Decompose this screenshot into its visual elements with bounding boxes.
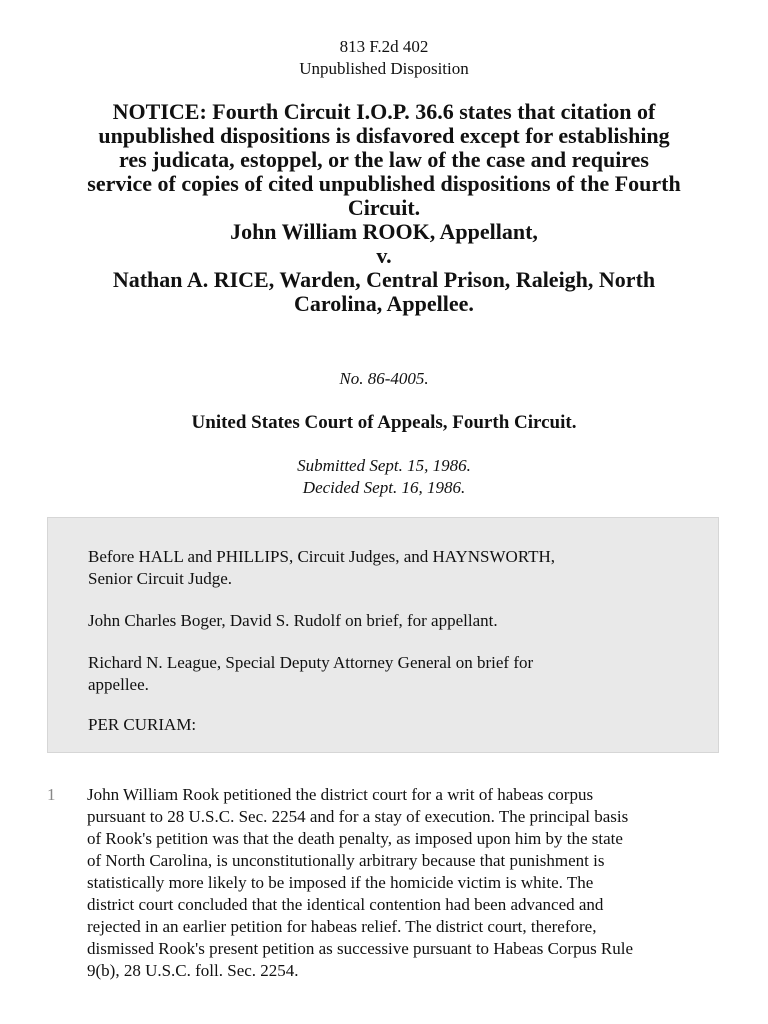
paragraph-number: 1 [47, 785, 56, 804]
caption-appellee: Carolina, Appellee. [294, 291, 474, 316]
caption-appellee: Nathan A. RICE, Warden, Central Prison, Raleigh, North [112, 267, 656, 292]
counsel-panel [47, 517, 719, 753]
paragraph-line: district court concluded that the identical contention had been advanced and [87, 895, 604, 914]
paragraph-line: statistically more likely to be imposed if the homicide victim is white. The [87, 873, 594, 892]
docket-number: No. 86-4005. [339, 369, 429, 388]
notice-line: service of copies of cited unpublished dispositions of the Fourth [87, 171, 681, 196]
case-citation: 813 F.2d 402 [339, 37, 429, 56]
judges-line: Before HALL and PHILLIPS, Circuit Judges, and HAYNSWORTH, [88, 547, 556, 566]
paragraph-line: John William Rook petitioned the district court for a writ of habeas corpus [87, 785, 594, 804]
paragraph-line: of North Carolina, is unconstitutionally arbitrary because that punishment is [87, 851, 605, 870]
case-dates [0, 455, 768, 499]
paragraph-line: 9(b), 28 U.S.C. foll. Sec. 2254. [87, 961, 299, 980]
caption-versus: v. [376, 243, 392, 268]
notice-line: Circuit. [347, 195, 421, 220]
appellant-counsel: John Charles Boger, David S. Rudolf on brief, for appellant. [88, 611, 498, 630]
appellee-counsel [88, 652, 533, 696]
notice-line: unpublished dispositions is disfavored except for establishing [98, 123, 670, 148]
appellee-counsel-line: appellee. [88, 675, 149, 694]
notice-line: NOTICE: Fourth Circuit I.O.P. 36.6 states that citation of [112, 99, 656, 124]
submitted-date: Submitted Sept. 15, 1986. [297, 456, 471, 475]
paragraph-line: of Rook's petition was that the death penalty, as imposed upon him by the state [87, 829, 623, 848]
judges-line: Senior Circuit Judge. [88, 569, 233, 588]
per-curiam-label: PER CURIAM: [88, 715, 197, 734]
court-name: United States Court of Appeals, Fourth Circuit. [191, 412, 577, 433]
paragraph-line: rejected in an earlier petition for habeas relief. The district court, therefore, [87, 917, 597, 936]
paragraph-body [87, 784, 737, 982]
decided-date: Decided Sept. 16, 1986. [302, 478, 466, 497]
disposition-label: Unpublished Disposition [299, 59, 469, 78]
appellee-counsel-line: Richard N. League, Special Deputy Attorney General on brief for [88, 653, 534, 672]
notice-line: res judicata, estoppel, or the law of the case and requires [118, 147, 649, 172]
notice-and-caption [40, 100, 728, 316]
judges-statement [88, 546, 555, 590]
caption-appellant: John William ROOK, Appellant, [230, 219, 538, 244]
paragraph-line: dismissed Rook's present petition as successive pursuant to Habeas Corpus Rule [87, 939, 634, 958]
paragraph-line: pursuant to 28 U.S.C. Sec. 2254 and for a stay of execution. The principal basis [87, 807, 629, 826]
